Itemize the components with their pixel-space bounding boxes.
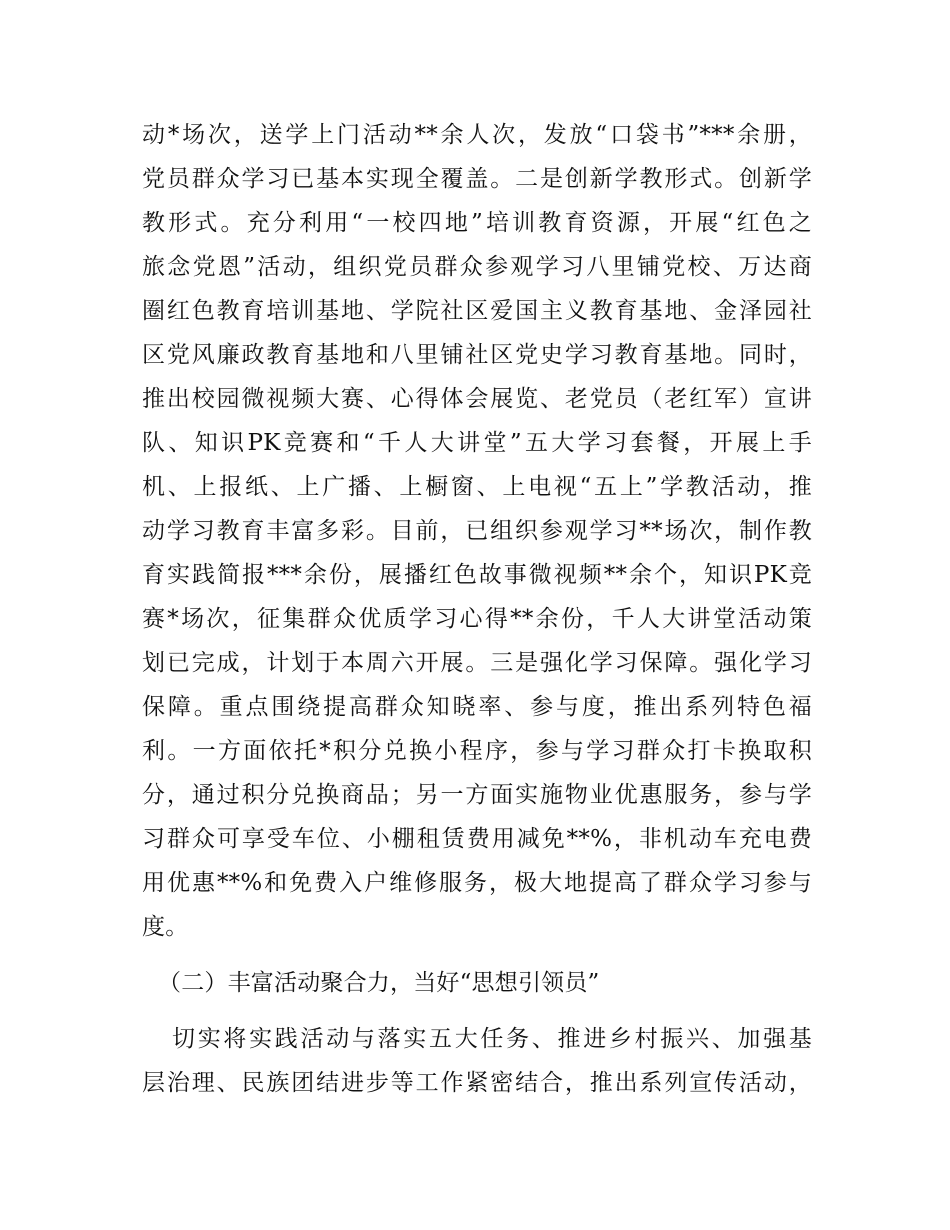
text-line: 赛*场次，征集群众优质学习心得**余份，千人大讲堂活动策 bbox=[142, 606, 812, 632]
text-line: 党员群众学习已基本实现全覆盖。二是创新学教形式。创新学 bbox=[142, 166, 812, 192]
text-line: 用优惠**%和免费入户维修服务，极大地提高了群众学习参与 bbox=[142, 870, 812, 896]
text-line: 切实将实践活动与落实五大任务、推进乡村振兴、加强基 bbox=[172, 1026, 812, 1052]
text-line: 习群众可享受车位、小棚租赁费用减免**%，非机动车充电费 bbox=[142, 826, 812, 852]
text-line: 圈红色教育培训基地、学院社区爱国主义教育基地、金泽园社 bbox=[142, 298, 812, 324]
text-line: 利。一方面依托*积分兑换小程序，参与学习群众打卡换取积 bbox=[142, 738, 812, 764]
text-line: 度。 bbox=[142, 914, 189, 940]
paragraph-learning-activities bbox=[142, 113, 812, 949]
text-line: 育实践简报***余份，展播红色故事微视频**余个，知识PK竞 bbox=[142, 562, 812, 588]
text-line: 保障。重点围绕提高群众知晓率、参与度，推出系列特色福 bbox=[142, 694, 812, 720]
paragraph-practice-activities bbox=[142, 1017, 812, 1105]
text-line: 动*场次，送学上门活动**余人次，发放“口袋书”***余册， bbox=[142, 122, 812, 148]
section-heading: （二）丰富活动聚合力，当好“思想引领员” bbox=[158, 970, 600, 996]
document-body bbox=[142, 113, 812, 1105]
text-line: 动学习教育丰富多彩。目前，已组织参观学习**场次，制作教 bbox=[142, 518, 812, 544]
text-line: 分，通过积分兑换商品；另一方面实施物业优惠服务，参与学 bbox=[142, 782, 812, 808]
text-line: 划已完成，计划于本周六开展。三是强化学习保障。强化学习 bbox=[142, 650, 812, 676]
text-line: 区党风廉政教育基地和八里铺社区党史学习教育基地。同时， bbox=[142, 342, 812, 368]
text-line: 推出校园微视频大赛、心得体会展览、老党员（老红军）宣讲 bbox=[142, 386, 812, 412]
text-line: 机、上报纸、上广播、上橱窗、上电视“五上”学教活动，推 bbox=[142, 474, 812, 500]
text-line: 队、知识PK竞赛和“千人大讲堂”五大学习套餐，开展上手 bbox=[142, 430, 812, 456]
text-line: 层治理、民族团结进步等工作紧密结合，推出系列宣传活动， bbox=[142, 1070, 812, 1096]
text-line: 旅念党恩”活动，组织党员群众参观学习八里铺党校、万达商 bbox=[142, 254, 812, 280]
text-line: 教形式。充分利用“一校四地”培训教育资源，开展“红色之 bbox=[142, 210, 812, 236]
